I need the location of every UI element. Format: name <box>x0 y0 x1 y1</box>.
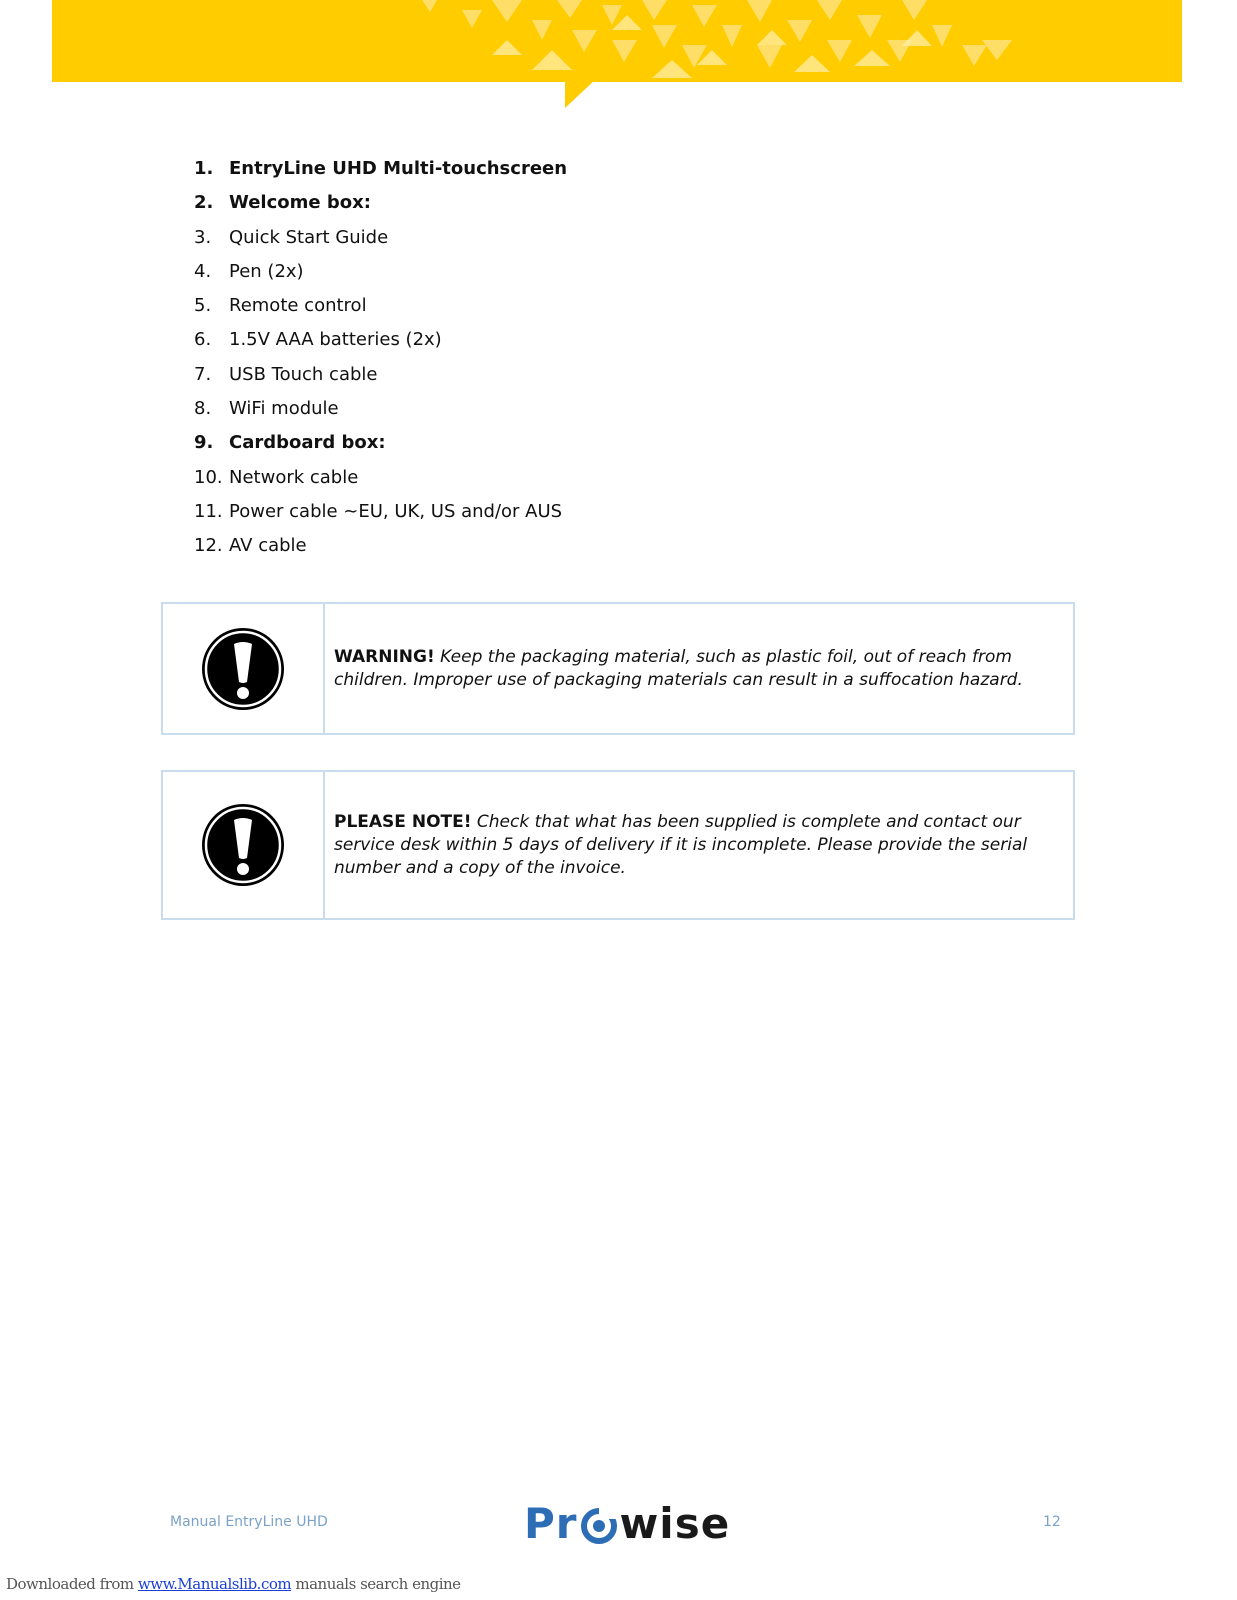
contents-list <box>194 152 567 564</box>
list-item <box>194 461 567 495</box>
exclamation-icon <box>200 626 286 712</box>
list-item <box>194 358 567 392</box>
list-item-number: 7. <box>194 363 212 385</box>
list-item-text: 1.5V AAA batteries (2x) <box>229 329 442 351</box>
list-item <box>194 392 567 426</box>
list-item-text: Power cable ~EU, UK, US and/or AUS <box>229 500 563 522</box>
list-item <box>194 289 567 323</box>
list-item-text: WiFi module <box>229 398 339 420</box>
list-item-number: 5. <box>194 295 212 317</box>
list-item-text: Pen (2x) <box>229 260 304 282</box>
note-body: Check that what has been supplied is complete and contact our service desk within 5 days of delivery if it is incomplete. Please provide the serial number and a copy of the invoice. <box>334 811 1028 878</box>
header-pattern <box>52 0 1182 82</box>
list-item <box>194 221 567 255</box>
list-item-number: 10. <box>194 466 223 488</box>
warning-body: Keep the packaging material, such as plastic foil, out of reach from children. Improper use of packaging materials can result in a suffocation hazard. <box>334 646 1023 690</box>
list-item-number: 2. <box>194 192 214 214</box>
list-item <box>194 152 567 186</box>
warning-lead: WARNING! <box>334 646 435 667</box>
list-item-number: 11. <box>194 500 223 522</box>
header-band <box>52 0 1182 82</box>
manualslib-link[interactable]: www.Manualslib.com <box>137 1575 292 1593</box>
download-suffix: manuals search engine <box>291 1575 461 1593</box>
list-item-number: 6. <box>194 329 212 351</box>
header-notch <box>565 80 595 110</box>
list-item-number: 9. <box>194 432 214 454</box>
list-item-text: AV cable <box>229 535 307 557</box>
list-item-number: 12. <box>194 535 223 557</box>
list-item-text: USB Touch cable <box>229 363 378 385</box>
list-item-text: EntryLine UHD Multi-touchscreen <box>229 158 568 179</box>
footer-manual-title: Manual EntryLine UHD <box>170 1514 328 1530</box>
prowise-logo <box>524 1500 730 1548</box>
exclamation-icon <box>200 802 286 888</box>
page-number: 12 <box>1043 1514 1061 1530</box>
logo-text-wise: wise <box>619 1499 731 1548</box>
download-credit <box>6 1575 461 1593</box>
warning-text-cell <box>325 604 1073 733</box>
list-item-text: Remote control <box>229 295 367 317</box>
list-item-text: Cardboard box: <box>229 432 386 454</box>
list-item-text: Network cable <box>229 466 359 488</box>
note-lead: PLEASE NOTE! <box>334 811 472 832</box>
list-item <box>194 426 567 460</box>
list-item-number: 1. <box>194 158 214 179</box>
logo-text-pr: Pr <box>524 1499 578 1548</box>
warning-icon-cell <box>163 604 325 733</box>
note-icon-cell <box>163 772 325 918</box>
list-item <box>194 186 567 220</box>
warning-notice <box>161 602 1075 735</box>
list-item-number: 4. <box>194 260 212 282</box>
note-text-cell <box>325 772 1073 918</box>
logo-eye-icon <box>580 1507 618 1545</box>
list-item <box>194 495 567 529</box>
list-item <box>194 323 567 357</box>
download-prefix: Downloaded from <box>6 1575 138 1593</box>
list-item-number: 3. <box>194 226 212 248</box>
list-item <box>194 529 567 563</box>
list-item-text: Welcome box: <box>229 192 371 214</box>
note-notice <box>161 770 1075 920</box>
list-item <box>194 255 567 289</box>
list-item-number: 8. <box>194 398 212 420</box>
list-item-text: Quick Start Guide <box>229 226 389 248</box>
